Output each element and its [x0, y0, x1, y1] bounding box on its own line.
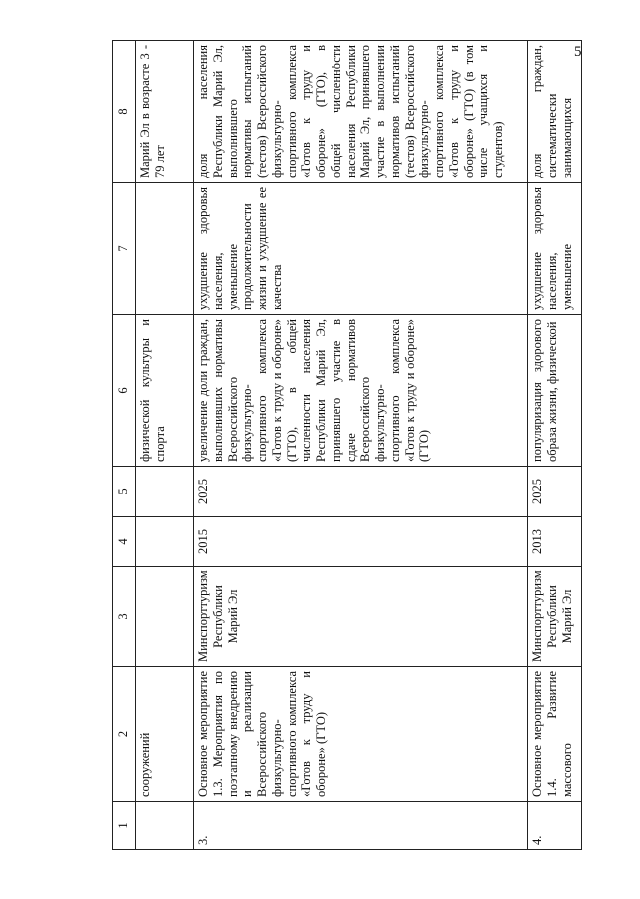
column-number: 4 [113, 517, 136, 567]
expected-result: популяризация здорового образа жизни, физической [528, 315, 582, 467]
measure-name: Основное мероприятие 1.4. Развитие массового [528, 667, 582, 802]
program-measures-table [112, 40, 582, 850]
indicator: Марий Эл в возрасте 3 - 79 лет [136, 41, 194, 183]
start-year: 2013 [528, 517, 582, 567]
column-number: 1 [113, 802, 136, 850]
column-number: 5 [113, 467, 136, 517]
non-implementation-consequences: ухудшение здоровья населения, уменьшение [528, 183, 582, 315]
non-implementation-consequences: ухудшение здоровья населения, уменьшение продолжительности жизни и ухудшение ее качества [194, 183, 528, 315]
table-row [528, 41, 582, 850]
start-year: 2015 [194, 517, 528, 567]
column-number: 2 [113, 667, 136, 802]
column-number: 8 [113, 41, 136, 183]
end-year [136, 467, 194, 517]
start-year [136, 517, 194, 567]
end-year: 2025 [528, 467, 582, 517]
measure-name: Основное мероприятие 1.3. Мероприятия по поэтапному внедрению и реализации Всероссийского физкультурно-спортивного комплекса «Готов к труду и обороне» (ГТО) [194, 667, 528, 802]
measure-name: сооружений [136, 667, 194, 802]
indicator: доля граждан, систематически занимающихся [528, 41, 582, 183]
page-number: 5 [574, 44, 582, 60]
column-number: 7 [113, 183, 136, 315]
column-number: 3 [113, 567, 136, 667]
row-number: 4. [528, 802, 582, 850]
column-number-row [113, 41, 136, 850]
executor [136, 567, 194, 667]
rotated-table-wrapper [112, 41, 574, 850]
end-year: 2025 [194, 467, 528, 517]
executor: Минспорттуризм Республики Марий Эл [528, 567, 582, 667]
executor: Минспорттуризм Республики Марий Эл [194, 567, 528, 667]
expected-result: физической культуры и спорта [136, 315, 194, 467]
column-number: 6 [113, 315, 136, 467]
expected-result: увеличение доли граждан, выполнивших нормативы Всероссийского физкультурно-спортивного комплекса «Готов к труду и обороне» (ГТО), в общей численности населения Республики Марий Эл, принявшего участие в сдаче нормативов Всероссийского физкультурно-спортивного комплекса «Готов к труду и обороне» (ГТО) [194, 315, 528, 467]
table-row [136, 41, 194, 850]
row-number [136, 802, 194, 850]
row-number: 3. [194, 802, 528, 850]
table-row [194, 41, 528, 850]
indicator: доля населения Республики Марий Эл, выполнившего нормативы испытаний (тестов) Всероссийского физкультурно-спортивного комплекса «Готов к труду и обороне» (ГТО), в общей численности населения Республики Марий Эл, принявшего участие в выполнении нормативов испытаний (тестов) Всероссийского физкультурно-спортивного комплекса «Готов к труду и обороне» (ГТО) (в том числе учащихся и студентов) [194, 41, 528, 183]
non-implementation-consequences [136, 183, 194, 315]
